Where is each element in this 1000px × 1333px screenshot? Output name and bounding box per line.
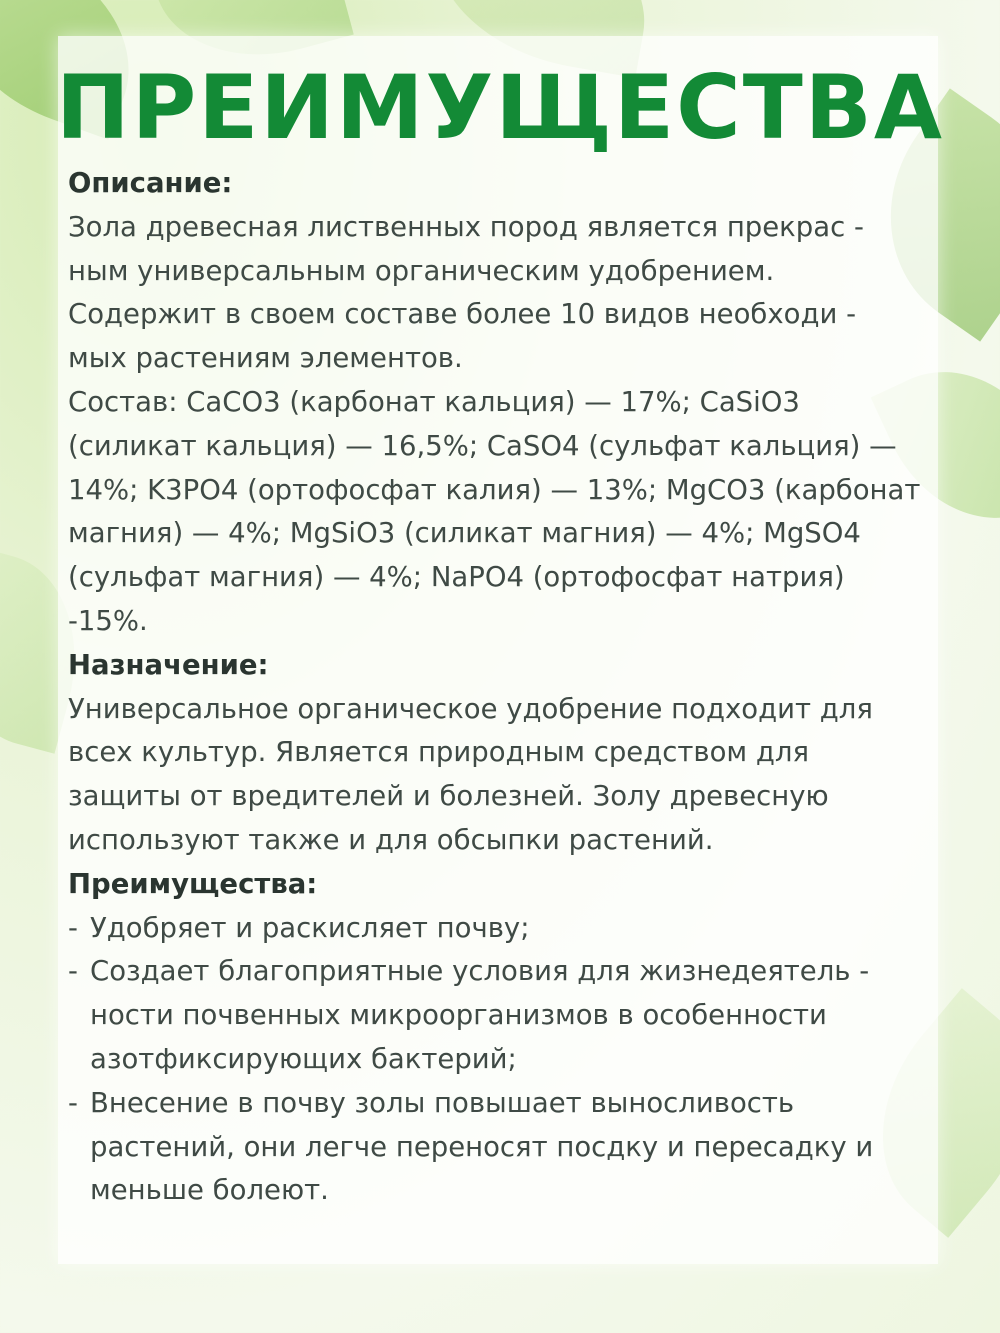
- composition-line: (силикат кальция) — 16,5%; CaSO4 (сульфат кальция) —: [68, 429, 897, 462]
- description-heading: Описание:: [68, 167, 233, 199]
- description-line: ным универсальным органическим удобрением.: [68, 254, 775, 287]
- advantage-item: [68, 1082, 938, 1126]
- advantage-line: растений, они легче переносят посдку и пересадку и: [90, 1130, 874, 1163]
- purpose-line: всех культур. Является природным средством для: [68, 736, 810, 769]
- description-line: мых растениям элементов.: [68, 342, 463, 375]
- content-body: [68, 162, 938, 1213]
- purpose-line: используют также и для обсыпки растений.: [68, 823, 714, 856]
- composition-line: -15%.: [68, 604, 148, 637]
- page-title: ПРЕИМУЩЕСТВА: [56, 56, 944, 159]
- advantages-heading: Преимущества:: [68, 867, 318, 900]
- purpose-line: Универсальное органическое удобрение подходит для: [68, 692, 873, 725]
- advantage-line: Удобряет и раскисляет почву;: [90, 911, 530, 944]
- bullet-dash: -: [68, 955, 78, 988]
- advantage-item: [68, 907, 938, 951]
- description-line: Зола древесная лиственных пород является прекрас -: [68, 210, 864, 243]
- composition-line: 14%; K3PO4 (ортофосфат калия) — 13%; MgCO3 (карбонат: [68, 473, 921, 506]
- advantage-line: ности почвенных микроорганизмов в особенности: [90, 999, 827, 1032]
- advantage-item: [68, 950, 938, 994]
- bullet-dash: -: [68, 911, 78, 944]
- description-line: Содержит в своем составе более 10 видов необходи -: [68, 298, 857, 331]
- composition-line: магния) — 4%; MgSiO3 (силикат магния) — 4%; MgSO4: [68, 517, 861, 550]
- advantage-line: азотфиксирующих бактерий;: [90, 1042, 517, 1075]
- advantage-line: меньше болеют.: [90, 1174, 329, 1207]
- purpose-line: защиты от вредителей и болезней. Золу древесную: [68, 780, 829, 813]
- composition-line: (сульфат магния) — 4%; NaPO4 (ортофосфат натрия): [68, 561, 845, 594]
- purpose-heading: Назначение:: [68, 648, 269, 681]
- bullet-dash: -: [68, 1086, 78, 1119]
- advantage-line: Создает благоприятные условия для жизнедеятель -: [90, 955, 870, 988]
- composition-line: Состав: CaCO3 (карбонат кальция) — 17%; CaSiO3: [68, 385, 800, 418]
- advantage-line: Внесение в почву золы повышает выносливость: [90, 1086, 795, 1119]
